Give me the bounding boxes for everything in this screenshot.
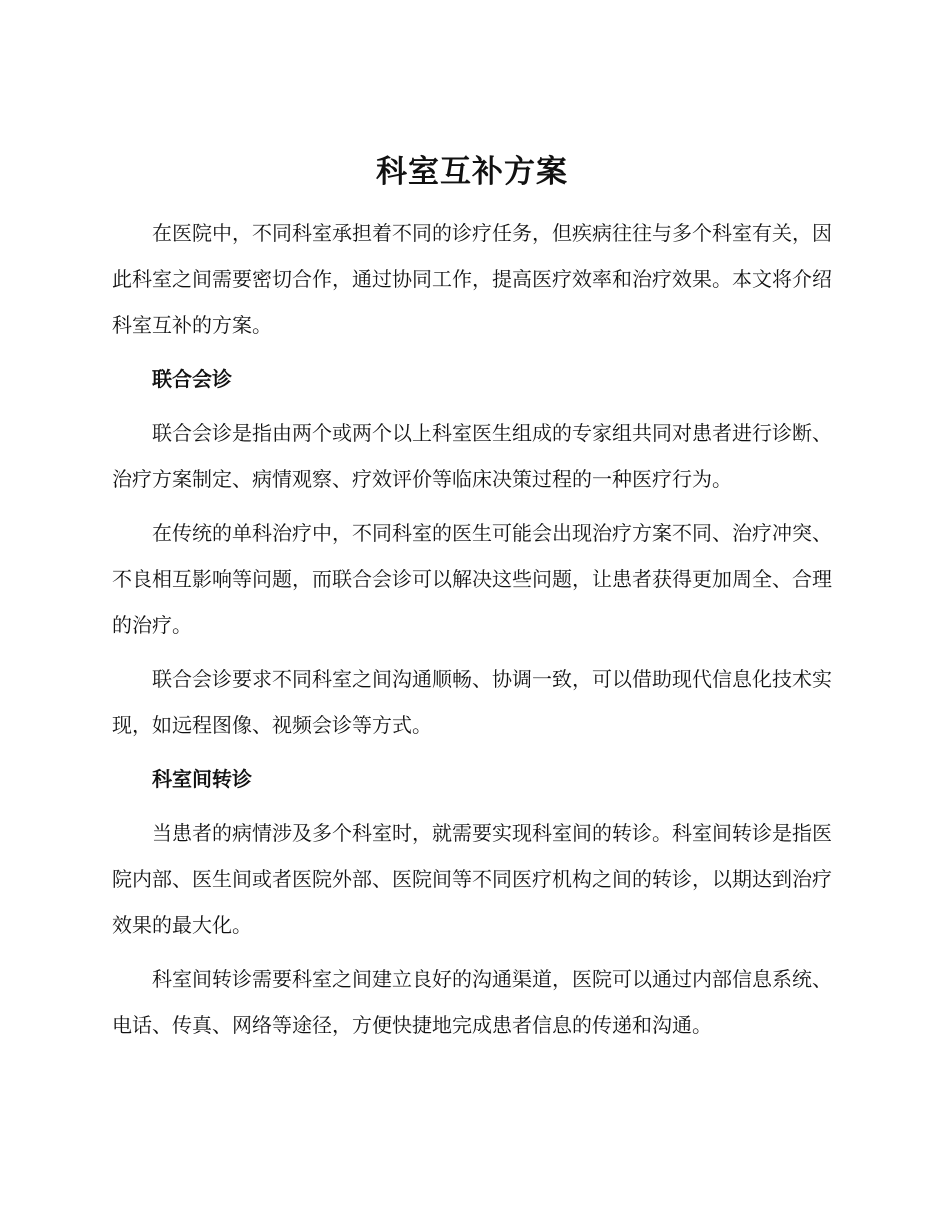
joint-consultation-paragraph-1: 联合会诊是指由两个或两个以上科室医生组成的专家组共同对患者进行诊断、治疗方案制定、病情观察、疗效评价等临床决策过程的一种医疗行为。 [112,421,832,491]
referral-paragraph-2: 科室间转诊需要科室之间建立良好的沟通渠道，医院可以通过内部信息系统、电话、传真、网络等途径，方便快捷地完成患者信息的传递和沟通。 [112,967,832,1037]
joint-consultation-paragraph-3: 联合会诊要求不同科室之间沟通顺畅、协调一致，可以借助现代信息化技术实现，如远程图像、视频会诊等方式。 [112,667,832,737]
document-page [112,150,832,1056]
section-heading-joint-consultation: 联合会诊 [152,367,232,391]
referral-paragraph-1: 当患者的病情涉及多个科室时，就需要实现科室间的转诊。科室间转诊是指医院内部、医生间或者医院外部、医院间等不同医疗机构之间的转诊，以期达到治疗效果的最大化。 [112,821,832,937]
document-title: 科室互补方案 [376,154,568,190]
joint-consultation-paragraph-2: 在传统的单科治疗中，不同科室的医生可能会出现治疗方案不同、治疗冲突、不良相互影响等问题，而联合会诊可以解决这些问题，让患者获得更加周全、合理的治疗。 [112,521,832,637]
section-heading-interdepartment-referral: 科室间转诊 [152,767,252,791]
intro-paragraph: 在医院中，不同科室承担着不同的诊疗任务，但疾病往往与多个科室有关，因此科室之间需要密切合作，通过协同工作，提高医疗效率和治疗效果。本文将介绍科室互补的方案。 [112,221,832,337]
